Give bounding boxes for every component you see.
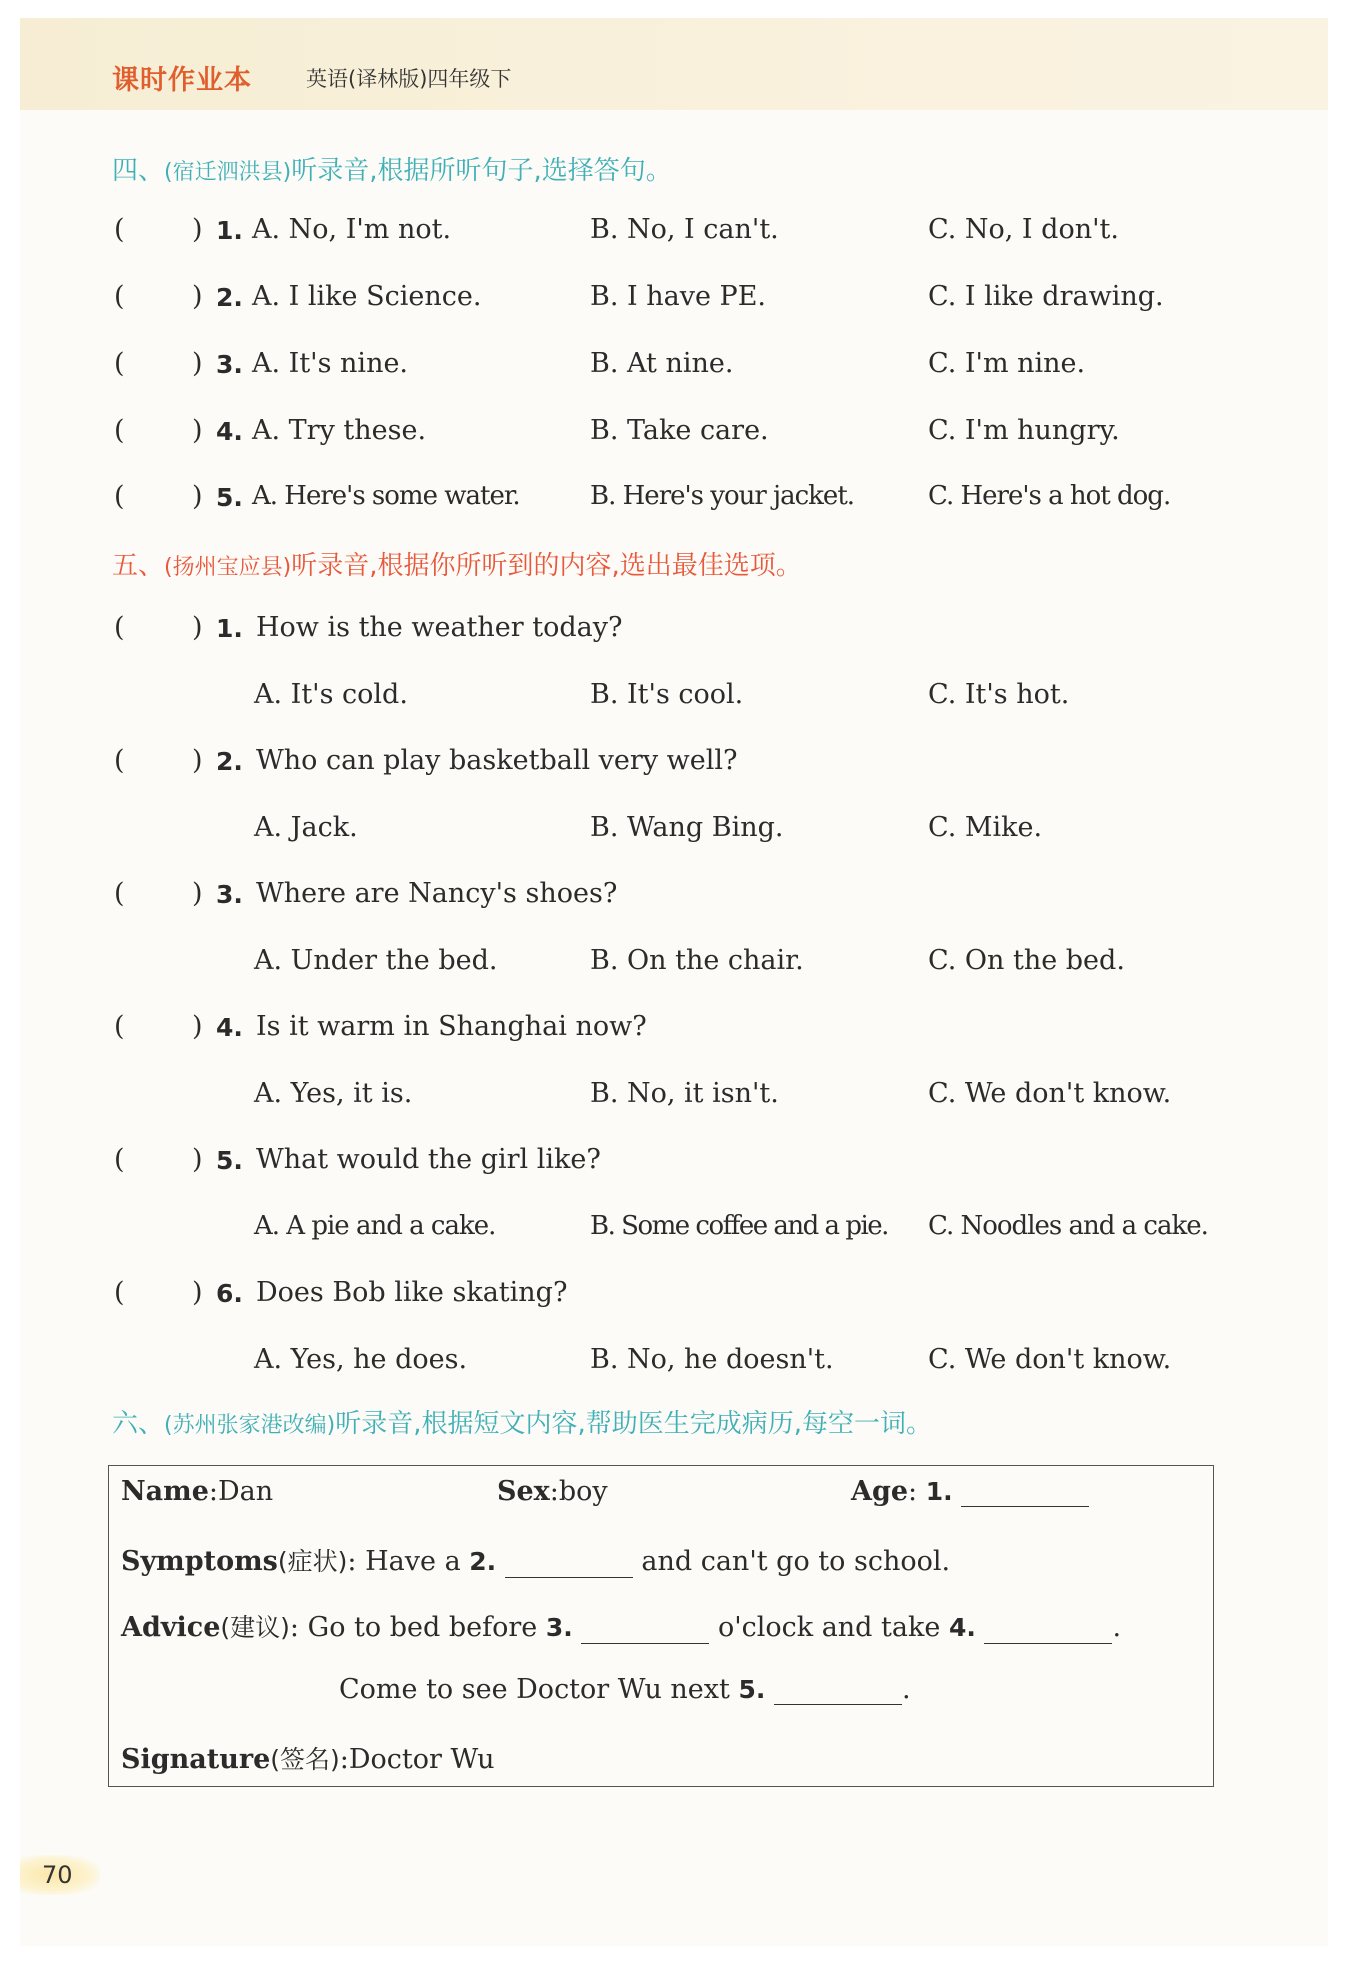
option-a: A. Here's some water. xyxy=(252,481,520,511)
page-header xyxy=(20,18,1328,110)
option-a: A. Jack. xyxy=(254,812,358,843)
option-a: A. Under the bed. xyxy=(254,945,498,976)
question-number: 5. xyxy=(216,483,243,512)
s5-question-5 xyxy=(20,1144,1328,1184)
section-4-title xyxy=(112,150,672,187)
workbook-page xyxy=(20,18,1328,1946)
option-c: C. We don't know. xyxy=(928,1344,1172,1375)
sex-label: Sex xyxy=(497,1476,550,1507)
question-number: 5. xyxy=(216,1146,243,1175)
question-number: 3. xyxy=(216,350,243,379)
question-text: Who can play basketball very well? xyxy=(256,745,738,776)
blank-number-5: 5. xyxy=(738,1675,766,1704)
option-b: B. No, I can't. xyxy=(590,214,779,245)
s5-question-2 xyxy=(20,745,1328,785)
question-number: 2. xyxy=(216,283,243,312)
section-6-title xyxy=(112,1403,932,1440)
answer-paren-open: ( xyxy=(114,281,125,312)
answer-paren-open: ( xyxy=(114,415,125,446)
answer-blank-4[interactable] xyxy=(984,1615,1112,1644)
answer-paren-open: ( xyxy=(114,214,125,245)
colon: : xyxy=(208,1476,219,1507)
question-number: 2. xyxy=(216,747,243,776)
answer-blank-5[interactable] xyxy=(774,1676,902,1705)
option-b: B. It's cool. xyxy=(590,679,744,710)
section-5-prefix: 五、 xyxy=(112,551,165,581)
blank-number-1: 1. xyxy=(925,1477,953,1506)
section-4-instruction: 听录音,根据所听句子,选择答句。 xyxy=(291,156,672,186)
question-number: 3. xyxy=(216,880,243,909)
colon: : xyxy=(289,1612,300,1643)
record-signature-line xyxy=(121,1740,495,1776)
question-number: 1. xyxy=(216,614,243,643)
blank-number-2: 2. xyxy=(469,1547,497,1576)
s5-options-4 xyxy=(20,1078,1328,1118)
s4-question-4 xyxy=(20,415,1328,455)
option-b: B. At nine. xyxy=(590,348,734,379)
section-6-instruction: 听录音,根据短文内容,帮助医生完成病历,每空一词。 xyxy=(335,1409,932,1439)
question-number: 6. xyxy=(216,1279,243,1308)
answer-paren-open: ( xyxy=(114,1011,125,1042)
option-c: C. On the bed. xyxy=(928,945,1125,976)
option-b: B. Here's your jacket. xyxy=(590,481,855,511)
s5-question-1 xyxy=(20,612,1328,652)
option-b: B. No, he doesn't. xyxy=(590,1344,834,1375)
advice-text: Go to bed before xyxy=(307,1612,538,1643)
answer-paren-close: ) xyxy=(192,281,203,312)
answer-blank-1[interactable] xyxy=(961,1478,1089,1507)
s5-question-4 xyxy=(20,1011,1328,1051)
answer-paren-close: ) xyxy=(192,1011,203,1042)
colon: : xyxy=(339,1744,349,1775)
question-text: What would the girl like? xyxy=(256,1144,601,1175)
record-advice-line-2 xyxy=(339,1674,911,1705)
option-b: B. Some coffee and a pie. xyxy=(590,1211,888,1241)
answer-paren-open: ( xyxy=(114,1277,125,1308)
option-a: A. A pie and a cake. xyxy=(254,1211,496,1241)
option-b: B. No, it isn't. xyxy=(590,1078,779,1109)
option-b: B. Wang Bing. xyxy=(590,812,784,843)
section-4-prefix: 四、 xyxy=(112,156,165,186)
answer-paren-close: ) xyxy=(192,348,203,379)
s5-options-6 xyxy=(20,1344,1328,1384)
record-symptoms-line xyxy=(121,1542,950,1578)
s4-question-2 xyxy=(20,281,1328,321)
option-b: B. I have PE. xyxy=(590,281,767,312)
s5-options-3 xyxy=(20,945,1328,985)
option-c: C. Mike. xyxy=(928,812,1043,843)
question-text: How is the weather today? xyxy=(256,612,623,643)
signature-label: Signature xyxy=(121,1744,271,1775)
option-b: B. On the chair. xyxy=(590,945,804,976)
s4-question-1 xyxy=(20,214,1328,254)
record-age-line xyxy=(851,1476,1089,1507)
answer-paren-close: ) xyxy=(192,745,203,776)
colon: : xyxy=(549,1476,559,1507)
blank-number-3: 3. xyxy=(545,1613,573,1642)
advice-text-mid: o'clock and take xyxy=(717,1612,941,1643)
option-a: A. Yes, he does. xyxy=(254,1344,468,1375)
page-number: 70 xyxy=(42,1861,73,1889)
answer-paren-close: ) xyxy=(192,1144,203,1175)
option-a: A. No, I'm not. xyxy=(252,214,452,245)
s5-options-1 xyxy=(20,679,1328,719)
section-6-prefix: 六、 xyxy=(112,1409,165,1439)
section-5-source: (扬州宝应县) xyxy=(164,555,292,580)
signature-cn: (签名) xyxy=(270,1745,340,1774)
book-subtitle: 英语(译林版)四年级下 xyxy=(306,67,512,91)
answer-paren-close: ) xyxy=(192,481,203,512)
symptoms-label: Symptoms xyxy=(121,1546,278,1577)
symptoms-text: Have a xyxy=(365,1546,461,1577)
option-c: C. I'm nine. xyxy=(928,348,1086,379)
question-text: Is it warm in Shanghai now? xyxy=(256,1011,647,1042)
question-number: 1. xyxy=(216,216,243,245)
answer-blank-2[interactable] xyxy=(505,1549,633,1578)
blank-number-4: 4. xyxy=(948,1613,976,1642)
s4-question-5 xyxy=(20,481,1328,521)
option-a: A. It's nine. xyxy=(252,348,409,379)
answer-paren-open: ( xyxy=(114,612,125,643)
symptoms-cn: (症状) xyxy=(277,1547,348,1576)
signature-value: Doctor Wu xyxy=(348,1744,495,1775)
medical-record-box xyxy=(108,1465,1214,1787)
option-a: A. I like Science. xyxy=(252,281,482,312)
option-c: C. It's hot. xyxy=(928,679,1070,710)
s5-options-5 xyxy=(20,1211,1328,1251)
period: . xyxy=(1112,1612,1122,1643)
s5-question-6 xyxy=(20,1277,1328,1317)
s5-question-3 xyxy=(20,878,1328,918)
option-a: A. It's cold. xyxy=(254,679,408,710)
period: . xyxy=(901,1674,911,1705)
answer-paren-close: ) xyxy=(192,612,203,643)
option-c: C. No, I don't. xyxy=(928,214,1119,245)
s5-options-2 xyxy=(20,812,1328,852)
advice-label: Advice xyxy=(121,1612,221,1643)
answer-paren-open: ( xyxy=(114,1144,125,1175)
sex-value: boy xyxy=(558,1476,608,1507)
question-number: 4. xyxy=(216,1013,243,1042)
record-advice-line xyxy=(121,1608,1121,1644)
name-value: Dan xyxy=(218,1476,274,1507)
question-number: 4. xyxy=(216,417,243,446)
answer-paren-close: ) xyxy=(192,214,203,245)
option-a: A. Yes, it is. xyxy=(254,1078,413,1109)
answer-paren-open: ( xyxy=(114,348,125,379)
option-c: C. Here's a hot dog. xyxy=(928,481,1171,511)
question-text: Does Bob like skating? xyxy=(256,1277,568,1308)
option-b: B. Take care. xyxy=(590,415,769,446)
answer-paren-open: ( xyxy=(114,745,125,776)
option-a: A. Try these. xyxy=(252,415,427,446)
answer-paren-close: ) xyxy=(192,878,203,909)
record-sex-line xyxy=(497,1476,608,1507)
symptoms-text-end: and can't go to school. xyxy=(641,1546,951,1577)
section-5-title xyxy=(112,545,802,582)
answer-paren-open: ( xyxy=(114,878,125,909)
record-name-line xyxy=(121,1476,273,1507)
option-c: C. I'm hungry. xyxy=(928,415,1120,446)
advice-text-2: Come to see Doctor Wu next xyxy=(339,1674,730,1705)
colon: : xyxy=(347,1546,357,1577)
section-6-source: (苏州张家港改编) xyxy=(164,1413,336,1438)
advice-cn: (建议) xyxy=(220,1613,290,1642)
option-c: C. We don't know. xyxy=(928,1078,1172,1109)
answer-paren-close: ) xyxy=(192,1277,203,1308)
answer-blank-3[interactable] xyxy=(581,1615,709,1644)
s4-question-3 xyxy=(20,348,1328,388)
option-c: C. Noodles and a cake. xyxy=(928,1211,1208,1241)
name-label: Name xyxy=(121,1476,209,1507)
answer-paren-close: ) xyxy=(192,415,203,446)
section-4-source: (宿迁泗洪县) xyxy=(164,160,292,185)
answer-paren-open: ( xyxy=(114,481,125,512)
question-text: Where are Nancy's shoes? xyxy=(256,878,618,909)
age-label: Age xyxy=(851,1476,909,1507)
book-title: 课时作业本 xyxy=(112,65,252,96)
option-c: C. I like drawing. xyxy=(928,281,1164,312)
colon: : xyxy=(908,1476,918,1507)
section-5-instruction: 听录音,根据你所听到的内容,选出最佳选项。 xyxy=(291,551,802,581)
page-number-badge xyxy=(20,1855,100,1895)
